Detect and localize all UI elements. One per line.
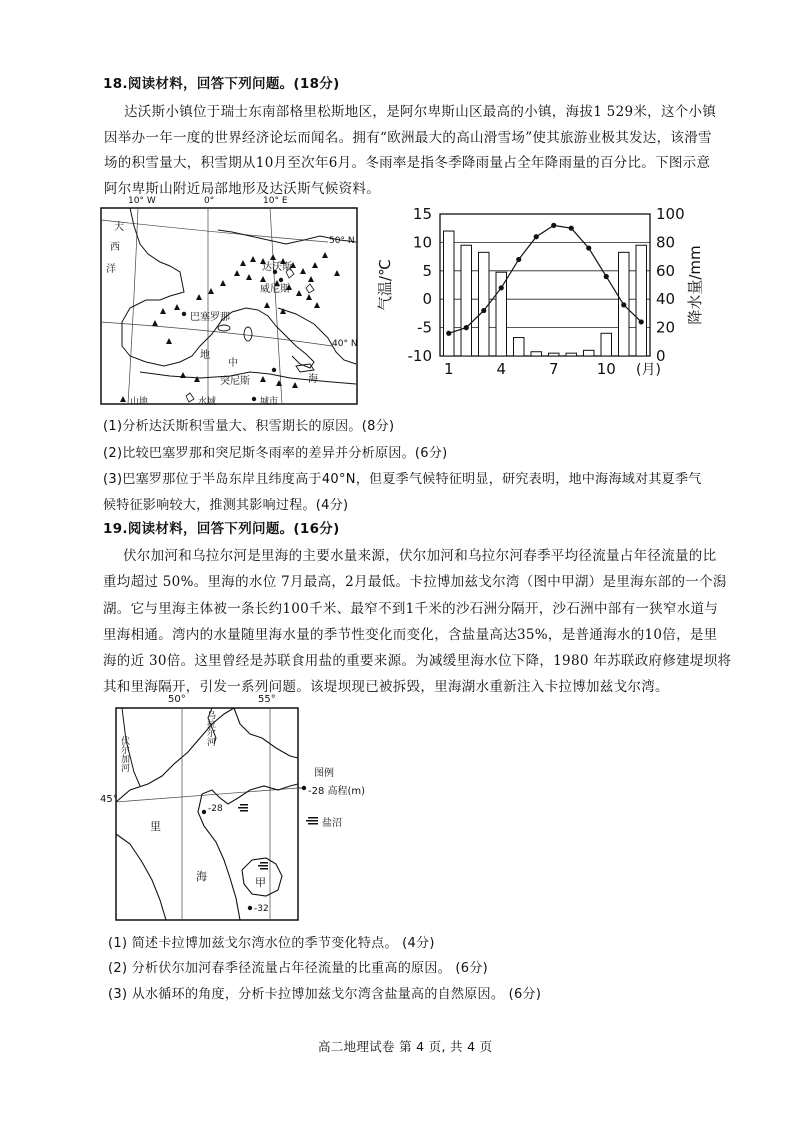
q18-question-2: (2)比较巴塞罗那和突尼斯冬雨率的差异并分析原因。(6分) [103,446,448,461]
temperature-point [639,319,644,324]
precip-tick-label: 0 [656,347,666,365]
precip-bar [584,350,595,356]
temp-tick-label: 5 [422,261,432,280]
temperature-point [481,308,486,313]
temperature-line [449,225,642,333]
precip-bar [636,245,647,356]
q18-question-1: (1)分析达沃斯积雪量大、积雪期长的原因。(8分) [103,419,395,434]
lon-label-55: 55° [258,694,276,705]
place-hai-caspian: 海 [196,870,207,883]
page-footer: 高二地理试卷 第 4 页, 共 4 页 [318,1039,493,1054]
precip-tick-label: 80 [656,233,676,252]
legend-city: 城市 [260,397,279,407]
q19-question-2: (2) 分析伏尔加河春季径流量占年径流量的比重高的原因。 (6分) [108,961,488,976]
place-xi: 西 [110,242,120,253]
month-unit-label: (月) [636,362,661,378]
month-tick-label: 7 [548,360,559,378]
temperature-point [464,325,469,330]
precip-bar [566,353,577,356]
lat-label-50n: 50° N [329,236,355,246]
q19-question-1: (1) 简述卡拉博加兹戈尔湾水位的季节变化特点。 (4分) [108,936,435,951]
precip-tick-label: 20 [656,318,676,337]
precip-tick-label: 100 [656,205,685,223]
q18-para-3: 场的积雪量大，积雪期从10月至次年6月。冬雨率是指冬季降雨量占全年降雨量的百分比。下图示意 [104,155,711,171]
legend-elevation-dot [302,786,306,790]
precip-tick-label: 40 [656,290,676,309]
month-tick-label: 10 [596,360,616,378]
river-ural: 乌拉尔河 [205,710,215,746]
q19-para-5: 海的近 30倍。这里曾经是苏联食用盐的重要来源。为减缓里海水位下降，1980 年苏联政府修建堤坝将 [103,653,732,669]
temperature-point [516,257,521,262]
place-yang: 洋 [106,264,116,275]
place-zhong: 中 [228,358,238,369]
temperature-point [446,331,451,336]
climate-chart [370,200,710,390]
q19-title: 19.阅读材料，回答下列问题。(16分) [103,521,340,537]
q19-para-6: 其和里海隔开，引发一系列问题。该堤坝现已被拆毁，里海湖水重新注入卡拉博加兹戈尔湾。 [103,679,669,695]
temperature-point [499,285,504,290]
q18-title: 18.阅读材料，回答下列问题。(18分) [103,76,340,92]
q19-para-4: 里海相通。湾内的水量随里海水量的季节性变化而变化，含盐量高达35%，是普通海水的10倍，是里 [103,627,718,643]
lat-label-45: 45° [100,794,118,805]
place-da: 大 [114,222,124,233]
place-barcelona: 巴塞罗那 [190,312,230,323]
river-volga: 伏尔加河 [119,736,129,772]
city-tunis-dot [272,368,276,372]
temperature-point [551,223,556,228]
q19-para-1: 伏尔加河和乌拉尔河是里海的主要水量来源，伏尔加河和乌拉尔河春季平均径流量占年径流量的比 [123,548,717,564]
q18-para-1: 达沃斯小镇位于瑞士东南部格里松斯地区，是阿尔卑斯山区最高的小镇，海拔1 529米，这个小镇 [124,104,717,120]
place-hai: 海 [308,374,318,385]
elev-28-dot [202,810,206,814]
caspian-map-svg [100,694,360,924]
lat-label-40n: 40° N [332,339,358,349]
precip-bar [531,352,542,356]
q19-question-3: (3) 从水循环的角度，分析卡拉博加兹戈尔湾含盐量高的自然原因。 (6分) [108,987,542,1002]
q18-para-4: 阿尔卑斯山附近局部地形及达沃斯气候资料。 [104,181,380,197]
temp-tick-label: 0 [422,290,432,309]
temp-tick-label: -10 [407,347,432,365]
precip-bar [496,272,507,356]
q18-para-2: 因举办一年一度的世界经济论坛而闻名。拥有“欧洲最大的高山滑雪场”使其旅游业极其发达，该滑雪 [104,130,712,146]
elev-32-dot [248,906,252,910]
month-tick-label: 1 [443,360,454,378]
place-jia: 甲 [255,876,266,889]
lon-label-10w: 10° W [128,196,156,206]
q19-para-2: 重均超过 50%。里海的水位 7月最高，2月最低。卡拉博加兹戈尔湾（图中甲湖）是里海东部的一个潟 [103,574,727,590]
temperature-point [621,302,626,307]
temp-tick-label: 10 [412,233,432,252]
temperature-point [586,245,591,250]
place-tunis: 突尼斯 [220,376,250,387]
precip-bar [479,252,490,356]
precipitation-axis-label: 降水量/mm [686,245,704,325]
legend-title: 图例 [314,768,334,779]
place-di: 地 [200,350,210,361]
place-venice: 威尼斯 [260,284,290,295]
elevation-32: -32 [254,904,269,914]
temperature-point [534,234,539,239]
place-davos: 达沃斯 [262,262,292,273]
temp-tick-label: 15 [412,205,432,223]
precip-bar [444,231,455,356]
europe-map [100,196,360,418]
temp-tick-label: -5 [417,318,432,337]
lon-label-0: 0° [204,196,215,206]
climate-chart-svg [370,200,710,390]
precip-bar [549,353,560,356]
temperature-point [569,226,574,231]
legend-water: 水域 [198,397,217,407]
temperature-axis-label: 气温/℃ [376,259,394,311]
q18-question-3b: 候特征影响较大，推测其影响过程。(4分) [103,498,349,513]
legend-elevation: -28 高程(m) [308,786,366,797]
precip-bar [514,338,525,356]
month-tick-label: 4 [496,360,507,378]
legend-city-symbol [252,397,256,401]
precip-bar [461,245,472,356]
city-barcelona-dot [182,312,186,316]
lon-label-10e: 10° E [263,196,288,206]
q19-para-3: 湖。它与里海主体被一条长约100千米、最窄不到1千米的沙石洲分隔开，沙石洲中部有一狭窄水道与 [103,601,719,617]
legend-mountain: 山地 [130,397,149,407]
precip-tick-label: 60 [656,261,676,280]
caspian-map [100,694,366,924]
precip-bar [601,333,612,356]
place-li: 里 [150,820,161,833]
q18-question-3a: (3)巴塞罗那位于半岛东岸且纬度高于40°N，但夏季气候特征明显，研究表明，地中海海域对其夏季气 [103,472,702,487]
lon-label-50: 50° [168,694,186,705]
elevation-28: -28 [208,804,223,814]
temperature-point [604,274,609,279]
legend-salt-marsh: 盐沼 [322,818,342,829]
